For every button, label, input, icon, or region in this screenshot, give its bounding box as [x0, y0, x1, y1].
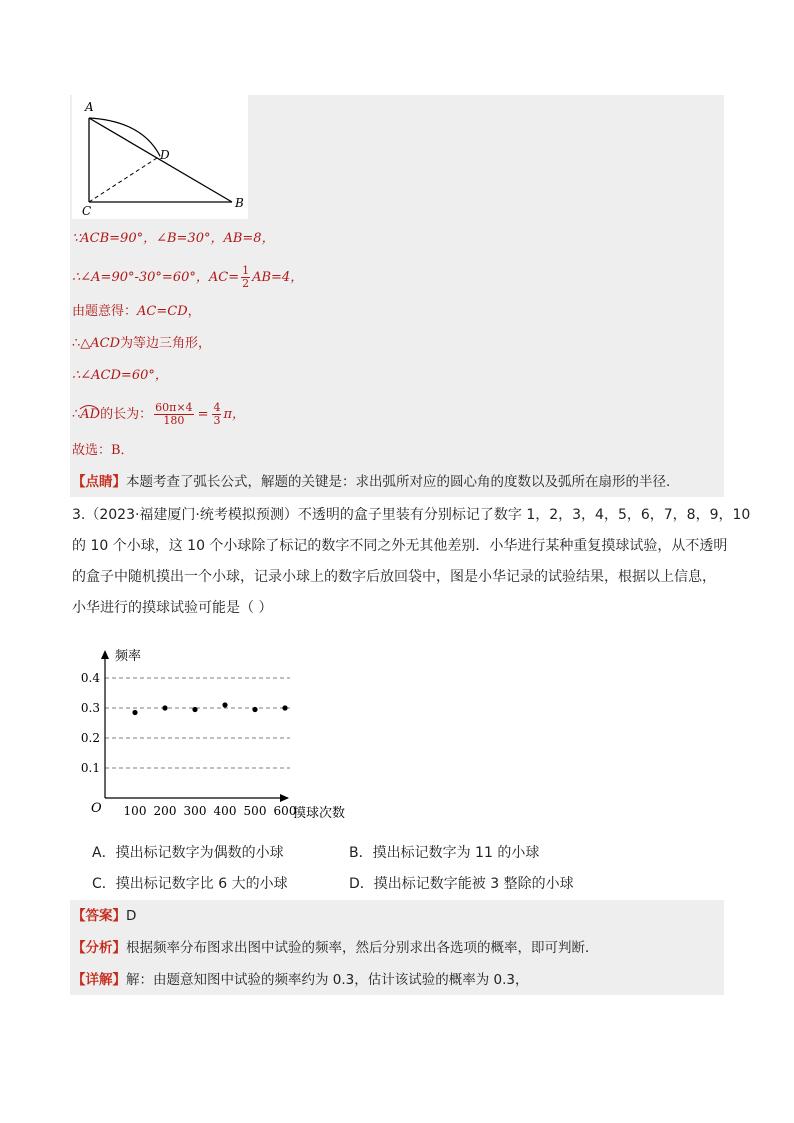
x-axis-label: 摸球次数: [293, 806, 346, 821]
fraction-half: [241, 265, 250, 290]
fraction-four-thirds: [212, 402, 221, 427]
label-d: D: [160, 148, 170, 162]
solution-line-4-pre: ∴: [72, 336, 81, 351]
label-a: A: [85, 100, 94, 114]
solution-line-6-pre: ∴: [72, 407, 81, 422]
solution-line-3-math: AC=CD: [137, 304, 188, 319]
answer-line: [72, 906, 136, 926]
fraction-half-num: 1: [242, 264, 250, 277]
data-point-200: [162, 705, 167, 710]
triangle-figure: [72, 95, 248, 219]
xiangjie-line: [72, 970, 529, 990]
solution-line-4-post: 为等边三角形，: [120, 336, 212, 351]
solution-line-2-pre: ∴∠A=90°-30°=60°，AC=: [72, 270, 240, 285]
arc-ad-notation: [80, 407, 100, 422]
xiangjie-tag: 【详解】: [72, 972, 126, 988]
fraction-three-den: 3: [213, 414, 221, 427]
label-b: B: [235, 196, 244, 210]
y-tick-label-0.3: 0.3: [80, 701, 100, 715]
solution-line-5: ∴∠ACD=60°，: [72, 368, 168, 383]
triangle-svg: [72, 95, 248, 219]
solution-line-3-post: ，: [187, 304, 201, 319]
y-tick-label-0.1: 0.1: [80, 761, 100, 775]
question-line-1: 3.（2023·福建厦门·统考模拟预测）不透明的盒子里装有分别标记了数字 1，2，3，4，5，6，7，8，9，10: [72, 507, 751, 523]
dianjing-tag: 【点睛】: [72, 474, 126, 490]
y-tick-label-0.2: 0.2: [80, 731, 100, 745]
fraction-arc-den: 180: [163, 414, 185, 427]
option-c[interactable]: C．摸出标记数字比 6 大的小球: [92, 876, 288, 892]
fenxi-text: 根据频率分布图求出图中试验的频率，然后分别求出各选项的概率，即可判断．: [126, 940, 599, 956]
solution-line-1: ∵ACB=90°，∠B=30°，AB=8，: [72, 231, 275, 246]
dianjing-line: [72, 472, 680, 492]
fraction-half-den: 2: [242, 277, 250, 290]
x-tick-label-500: 500: [243, 804, 267, 818]
xiangjie-text: 解：由题意知图中试验的频率约为 0.3，估计该试验的概率为 0.3，: [126, 972, 529, 988]
data-point-400: [222, 702, 227, 707]
answer-tag: 【答案】: [72, 908, 126, 924]
x-tick-label-400: 400: [213, 804, 237, 818]
y-tick-label-0.4: 0.4: [80, 671, 100, 685]
fenxi-tag: 【分析】: [72, 940, 126, 956]
answer-value: D: [126, 908, 137, 924]
solution-line-3-pre: 由题意得：: [72, 304, 138, 319]
solution-line-2: [72, 265, 303, 290]
arc-mark-icon: [79, 404, 99, 410]
question-line-2: 的 10 个小球，这 10 个小球除了标记的数字不同之外无其他差别．小华进行某种重复摸球试验，从不透明: [72, 538, 728, 554]
data-point-300: [192, 707, 197, 712]
solution-line-7: [72, 441, 134, 461]
segment-cd: [89, 156, 160, 202]
origin-label: O: [91, 801, 102, 816]
frequency-chart: [80, 645, 370, 829]
data-point-500: [252, 707, 257, 712]
y-axis-label: 频率: [115, 649, 142, 664]
fraction-arc-num: 60π×4: [155, 401, 193, 414]
solution-line-4-math: △ACD: [80, 336, 121, 351]
solution-line-6-post: π，: [223, 407, 246, 422]
solution-line-3: [72, 302, 201, 322]
solution-line-6-mid: 的长为：: [100, 407, 153, 422]
question-line-4: 小华进行的摸球试验可能是（ ）: [72, 600, 273, 616]
fraction-four-num: 4: [213, 401, 221, 414]
x-axis-arrow-icon: [280, 794, 289, 802]
frequency-chart-svg: [80, 645, 370, 825]
question-line-3: 的盒子中随机摸出一个小球，记录小球上的数字后放回袋中，图是小华记录的试验结果，根据以上信息，: [72, 569, 716, 585]
option-d[interactable]: D．摸出标记数字能被 3 整除的小球: [349, 876, 574, 892]
label-c: C: [82, 204, 92, 218]
data-point-600: [282, 705, 287, 710]
fraction-arc-length: [154, 402, 193, 427]
x-tick-label-300: 300: [183, 804, 207, 818]
solution-line-6: [72, 402, 245, 427]
dianjing-text: 本题考查了弧长公式，解题的关键是：求出弧所对应的圆心角的度数以及弧所在扇形的半径．: [126, 474, 680, 490]
equals-sign: =: [197, 407, 209, 422]
solution-line-4: [72, 334, 211, 354]
arc-ad-text: AD: [80, 407, 101, 422]
y-axis-arrow-icon: [101, 650, 109, 659]
option-a[interactable]: A．摸出标记数字为偶数的小球: [92, 845, 284, 861]
option-b[interactable]: B．摸出标记数字为 11 的小球: [349, 845, 540, 861]
x-tick-label-600: 600: [273, 804, 297, 818]
solution-line-7-text: 故选：B．: [72, 443, 134, 458]
fenxi-line: [72, 938, 599, 958]
x-tick-label-100: 100: [123, 804, 147, 818]
solution-line-2-post: AB=4，: [252, 270, 304, 285]
x-tick-label-200: 200: [153, 804, 177, 818]
data-point-100: [132, 710, 137, 715]
